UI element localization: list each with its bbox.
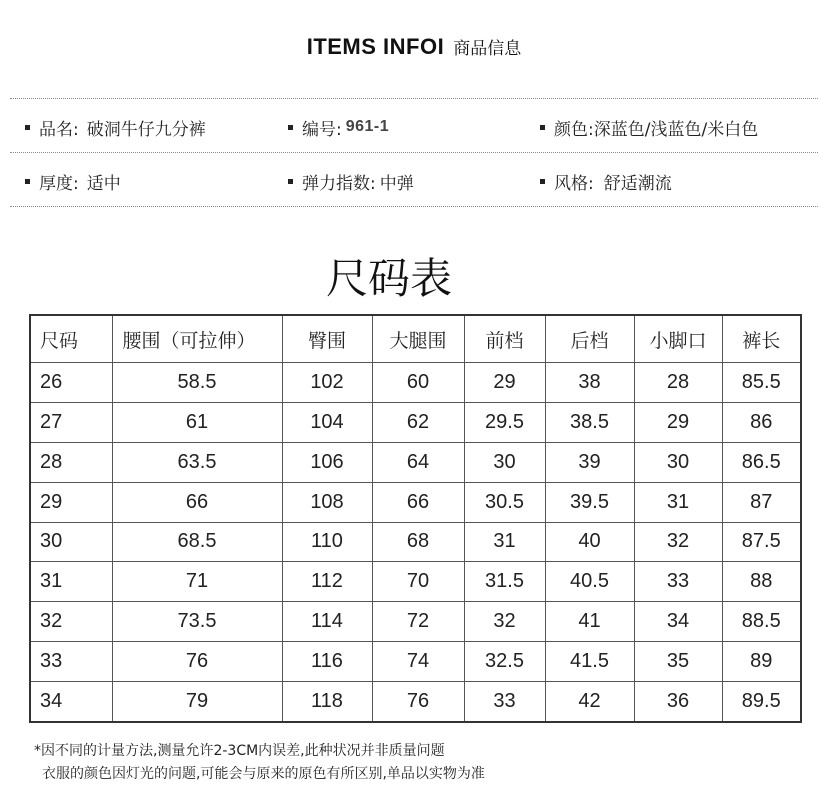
measurement-cell: 70 [372, 562, 464, 602]
measurement-cell: 41 [545, 602, 634, 642]
table-body [30, 363, 801, 723]
info-item-thickness [25, 166, 121, 196]
info-value: 舒适潮流 [603, 173, 672, 194]
divider [10, 98, 818, 99]
measurement-cell: 74 [372, 642, 464, 682]
measurement-cell: 66 [372, 482, 464, 522]
info-value: 961-1 [345, 118, 390, 135]
measurement-cell: 88.5 [722, 602, 801, 642]
column-header: 小脚口 [634, 315, 722, 363]
info-row-1 [0, 112, 828, 142]
measurement-cell: 79 [112, 682, 282, 723]
measurement-cell: 61 [112, 402, 282, 442]
table-row [30, 642, 801, 682]
info-item-name [25, 112, 206, 142]
measurement-cell: 42 [545, 682, 634, 723]
measurement-cell: 30 [634, 442, 722, 482]
note-line: *因不同的计量方法,测量允许2-3CM内误差,此种状况并非质量问题 [34, 743, 445, 759]
page-title [0, 34, 828, 60]
info-item-elasticity [288, 166, 414, 196]
info-value: 中弹 [379, 173, 414, 194]
measurement-cell: 72 [372, 602, 464, 642]
table-row [30, 402, 801, 442]
measurement-cell: 38 [545, 363, 634, 403]
measurement-cell: 62 [372, 402, 464, 442]
measurement-cell: 106 [282, 442, 372, 482]
measurement-cell: 89 [722, 642, 801, 682]
measurement-cell: 73.5 [112, 602, 282, 642]
measurement-cell: 108 [282, 482, 372, 522]
column-header: 前档 [464, 315, 545, 363]
size-cell: 29 [30, 482, 112, 522]
measurement-cell: 30 [464, 442, 545, 482]
column-header: 大腿围 [372, 315, 464, 363]
measurement-cell: 39 [545, 442, 634, 482]
info-label: 颜色: [554, 119, 594, 140]
measurement-cell: 110 [282, 522, 372, 562]
measurement-cell: 112 [282, 562, 372, 602]
measurement-cell: 118 [282, 682, 372, 723]
measurement-cell: 88 [722, 562, 801, 602]
measurement-cell: 64 [372, 442, 464, 482]
info-value: 深蓝色/浅蓝色/米白色 [593, 119, 759, 140]
measurement-cell: 41.5 [545, 642, 634, 682]
measurement-cell: 32 [464, 602, 545, 642]
measurement-cell: 104 [282, 402, 372, 442]
measurement-cell: 63.5 [112, 442, 282, 482]
divider [10, 152, 818, 153]
title-chinese: 商品信息 [453, 39, 522, 59]
measurement-cell: 33 [634, 562, 722, 602]
size-cell: 33 [30, 642, 112, 682]
table-header-row [30, 315, 801, 363]
info-value: 适中 [86, 173, 121, 194]
info-item-code [288, 112, 389, 142]
size-cell: 28 [30, 442, 112, 482]
bullet-icon [25, 125, 30, 130]
table-row [30, 522, 801, 562]
size-cell: 27 [30, 402, 112, 442]
size-chart-title: 尺码表 [325, 254, 452, 303]
measurement-cell: 114 [282, 602, 372, 642]
measurement-cell: 38.5 [545, 402, 634, 442]
bullet-icon [540, 179, 545, 184]
notes [34, 740, 485, 786]
measurement-cell: 31 [634, 482, 722, 522]
table-row [30, 363, 801, 403]
measurement-cell: 32 [634, 522, 722, 562]
bullet-icon [25, 179, 30, 184]
measurement-cell: 39.5 [545, 482, 634, 522]
column-header: 后档 [545, 315, 634, 363]
measurement-cell: 31 [464, 522, 545, 562]
title-english: ITEMS INFOI [306, 34, 445, 59]
table-row [30, 562, 801, 602]
info-label: 品名: [39, 119, 79, 140]
info-item-style [540, 166, 672, 196]
measurement-cell: 29 [464, 363, 545, 403]
measurement-cell: 68 [372, 522, 464, 562]
column-header: 尺码 [30, 315, 112, 363]
measurement-cell: 76 [372, 682, 464, 723]
measurement-cell: 87 [722, 482, 801, 522]
measurement-cell: 40.5 [545, 562, 634, 602]
measurement-cell: 30.5 [464, 482, 545, 522]
measurement-cell: 33 [464, 682, 545, 723]
table-row [30, 682, 801, 723]
info-label: 编号: [302, 119, 342, 140]
measurement-cell: 86 [722, 402, 801, 442]
size-cell: 32 [30, 602, 112, 642]
info-row-2 [0, 166, 828, 196]
table-row [30, 482, 801, 522]
measurement-cell: 40 [545, 522, 634, 562]
measurement-cell: 87.5 [722, 522, 801, 562]
bullet-icon [288, 125, 293, 130]
measurement-cell: 29 [634, 402, 722, 442]
measurement-cell: 66 [112, 482, 282, 522]
size-cell: 34 [30, 682, 112, 723]
bullet-icon [540, 125, 545, 130]
measurement-cell: 28 [634, 363, 722, 403]
note-line: 衣服的颜色因灯光的问题,可能会与原来的原色有所区别,单品以实物为准 [42, 766, 485, 782]
measurement-cell: 29.5 [464, 402, 545, 442]
measurement-cell: 58.5 [112, 363, 282, 403]
table-row [30, 602, 801, 642]
info-value: 破洞牛仔九分裤 [86, 119, 206, 140]
table-row [30, 442, 801, 482]
measurement-cell: 116 [282, 642, 372, 682]
info-label: 厚度: [39, 173, 79, 194]
measurement-cell: 76 [112, 642, 282, 682]
column-header: 裤长 [722, 315, 801, 363]
measurement-cell: 32.5 [464, 642, 545, 682]
measurement-cell: 34 [634, 602, 722, 642]
size-cell: 31 [30, 562, 112, 602]
divider [10, 206, 818, 207]
info-label: 弹力指数: [302, 173, 376, 194]
bullet-icon [288, 179, 293, 184]
size-table [29, 314, 802, 723]
measurement-cell: 35 [634, 642, 722, 682]
size-cell: 26 [30, 363, 112, 403]
measurement-cell: 36 [634, 682, 722, 723]
measurement-cell: 60 [372, 363, 464, 403]
measurement-cell: 86.5 [722, 442, 801, 482]
info-item-color [540, 112, 758, 142]
measurement-cell: 68.5 [112, 522, 282, 562]
measurement-cell: 31.5 [464, 562, 545, 602]
column-header: 臀围 [282, 315, 372, 363]
measurement-cell: 71 [112, 562, 282, 602]
info-label: 风格: [554, 173, 594, 194]
measurement-cell: 85.5 [722, 363, 801, 403]
measurement-cell: 102 [282, 363, 372, 403]
column-header: 腰围（可拉伸） [112, 315, 282, 363]
measurement-cell: 89.5 [722, 682, 801, 723]
size-cell: 30 [30, 522, 112, 562]
